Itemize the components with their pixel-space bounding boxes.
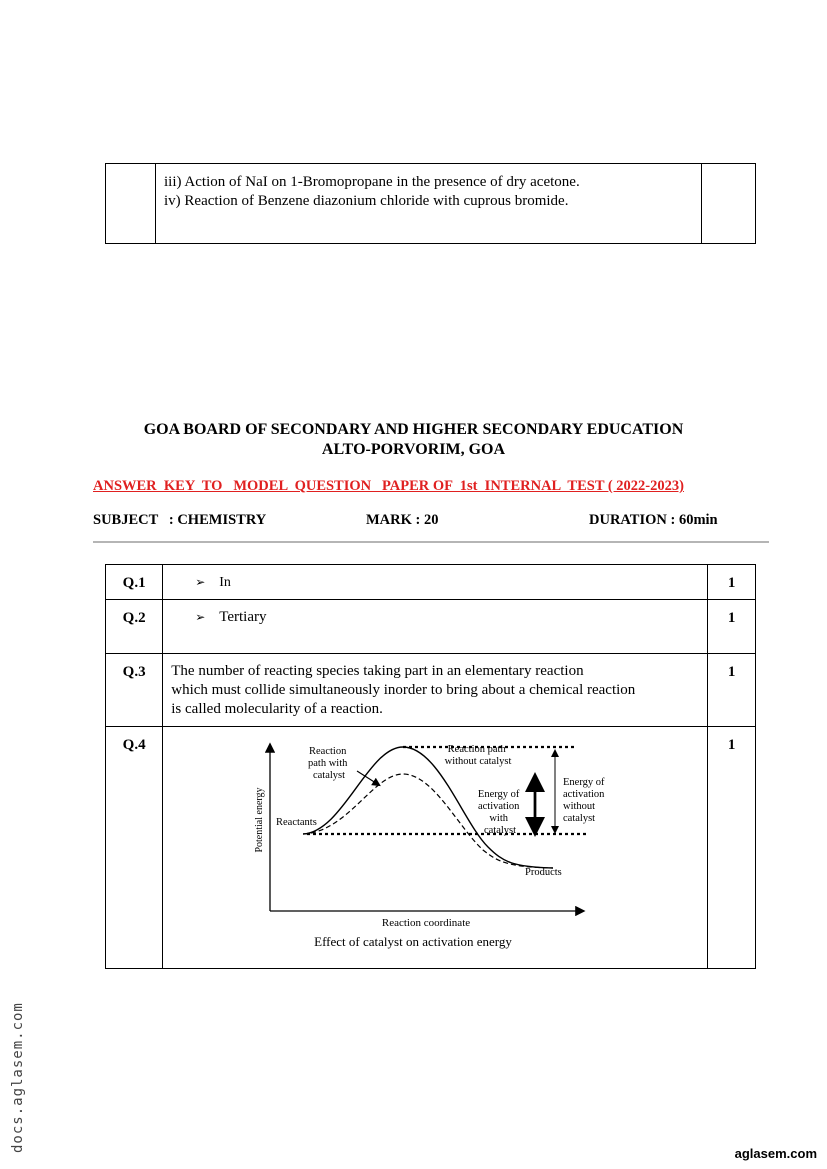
mark-cell: 1 xyxy=(708,727,756,969)
divider xyxy=(93,541,769,543)
table-row xyxy=(106,600,756,654)
mark-cell: 1 xyxy=(708,565,756,600)
empty-cell xyxy=(702,164,756,244)
answer-cell xyxy=(163,654,708,727)
question-number: Q.4 xyxy=(106,727,163,969)
answer-text: Tertiary xyxy=(219,609,267,625)
subject-label: SUBJECT : CHEMISTRY xyxy=(93,512,267,528)
question-number: Q.3 xyxy=(106,654,163,727)
mark-cell: 1 xyxy=(708,600,756,654)
table-row xyxy=(106,727,756,969)
label-reactants: Reactants xyxy=(276,817,318,828)
label-path-without-catalyst: Reaction path without catalyst xyxy=(444,744,512,767)
diagram-caption: Effect of catalyst on activation energy xyxy=(314,934,513,949)
label-products: Products xyxy=(525,867,562,878)
table-row xyxy=(106,654,756,727)
continuation-table xyxy=(105,163,756,244)
mark-cell: 1 xyxy=(708,654,756,727)
answer-key-title: ANSWER KEY TO MODEL QUESTION PAPER OF 1st INTERNAL TEST ( 2022-2023) xyxy=(93,478,684,494)
item-iii: iii) Action of NaI on 1-Bromopropane in the presence of dry acetone. xyxy=(164,174,580,190)
board-location: ALTO-PORVORIM, GOA xyxy=(321,441,506,458)
arrow-bullet-icon: ➢ xyxy=(195,610,206,624)
empty-cell xyxy=(106,164,156,244)
answer-line: The number of reacting species taking part in an elementary reaction xyxy=(171,663,584,679)
answer-cell xyxy=(163,600,708,654)
label-ea-without: Energy of activation without catalyst xyxy=(563,777,605,824)
mark-label: MARK : 20 xyxy=(366,512,439,528)
question-number: Q.1 xyxy=(106,565,163,600)
arrow-bullet-icon: ➢ xyxy=(195,575,206,589)
brand-logo: aglasem.com xyxy=(734,1146,817,1161)
table-row xyxy=(106,565,756,600)
answer-cell xyxy=(163,565,708,600)
answer-table xyxy=(105,564,756,969)
continuation-text xyxy=(156,164,702,244)
answer-text: In xyxy=(219,575,231,590)
question-number: Q.2 xyxy=(106,600,163,654)
x-axis-label: Reaction coordinate xyxy=(382,917,471,929)
energy-diagram xyxy=(163,727,707,967)
label-path-with-catalyst: Reaction path with catalyst xyxy=(308,746,348,781)
answer-line: which must collide simultaneously inorder to bring about a chemical reaction xyxy=(171,682,636,698)
answer-cell xyxy=(163,727,708,969)
watermark: docs.aglasem.com xyxy=(10,1002,26,1153)
duration-label: DURATION : 60min xyxy=(589,512,718,528)
label-ea-with: Energy of activation with catalyst xyxy=(478,789,520,836)
board-title: GOA BOARD OF SECONDARY AND HIGHER SECONDARY EDUCATION xyxy=(143,421,684,438)
answer-line: is called molecularity of a reaction. xyxy=(171,701,383,717)
item-iv: iv) Reaction of Benzene diazonium chloride with cuprous bromide. xyxy=(164,193,569,209)
y-axis-label: Potential energy xyxy=(254,787,266,853)
